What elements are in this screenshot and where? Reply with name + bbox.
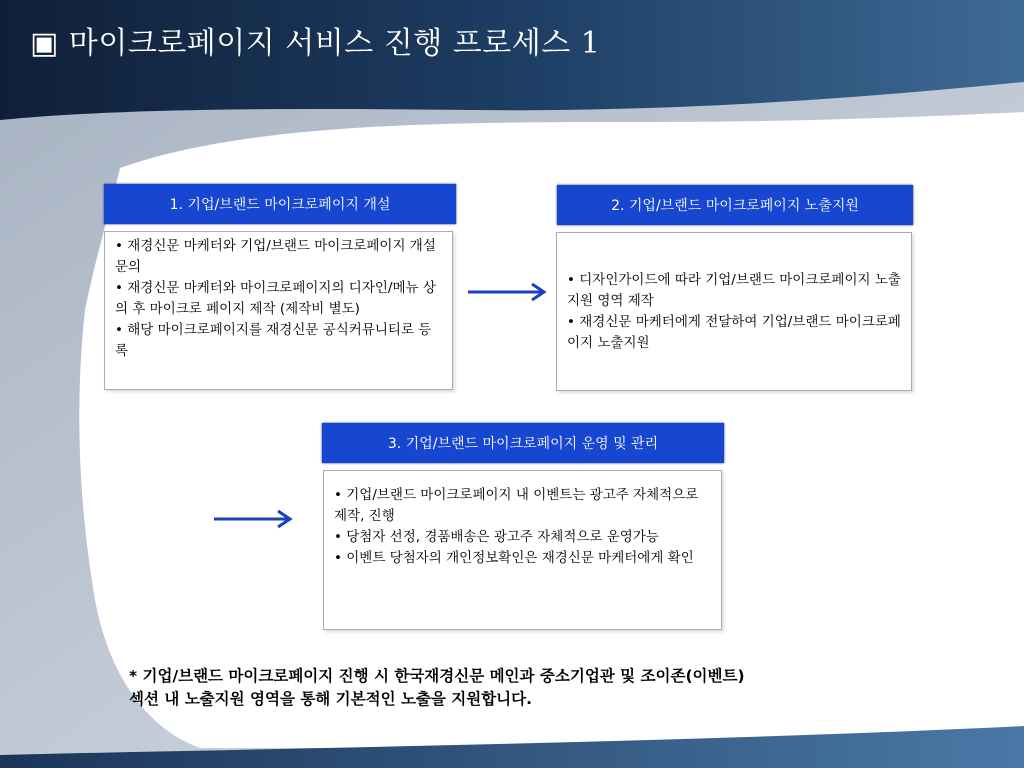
footnote-line-2: 섹션 내 노출지원 영역을 통해 기본적인 노출을 지원합니다.: [129, 690, 533, 708]
list-item: • 이벤트 당첨자의 개인정보확인은 재경신문 마케터에게 확인: [334, 550, 694, 566]
step-2-box: [556, 232, 912, 391]
footnote: [129, 665, 959, 711]
step-3-box: [323, 470, 722, 630]
right-arrow-icon: [466, 281, 550, 303]
list-item: • 재경신문 마케터에게 전달하여 기업/브랜드 마이크로페이지 노출지원: [567, 313, 901, 351]
step-2-header-label: 2. 기업/브랜드 마이크로페이지 노출지원: [611, 198, 859, 214]
list-item: • 디자인가이드에 따라 기업/브랜드 마이크로페이지 노출지원 영역 제작: [567, 271, 901, 309]
list-item: • 당첨자 선정, 경품배송은 광고주 자체적으로 운영가능: [334, 529, 659, 545]
page-title: ▣ 마이크로페이지 서비스 진행 프로세스 1: [30, 26, 601, 61]
list-item: • 기업/브랜드 마이크로페이지 내 이벤트는 광고주 자체적으로 제작, 진행: [334, 487, 699, 524]
right-arrow-icon: [212, 508, 296, 530]
step-2-header: [557, 185, 913, 225]
step-1-header: [104, 184, 456, 224]
list-item: • 재경신문 마케터와 기업/브랜드 마이크로페이지 개설문의: [115, 238, 436, 275]
step-3-header: [322, 423, 724, 463]
list-item: • 해당 마이크로페이지를 재경신문 공식커뮤니티로 등록: [115, 322, 432, 359]
list-item: • 재경신문 마케터와 마이크로페이지의 디자인/메뉴 상의 후 마이크로 페이지 제작 (제작비 별도): [115, 280, 436, 317]
footnote-line-1: * 기업/브랜드 마이크로페이지 진행 시 한국재경신문 메인과 중소기업관 및 조이존(이벤트): [129, 667, 745, 685]
step-3-header-label: 3. 기업/브랜드 마이크로페이지 운영 및 관리: [387, 436, 659, 452]
step-1-box: [104, 231, 453, 390]
step-1-header-label: 1. 기업/브랜드 마이크로페이지 개설: [169, 197, 391, 213]
